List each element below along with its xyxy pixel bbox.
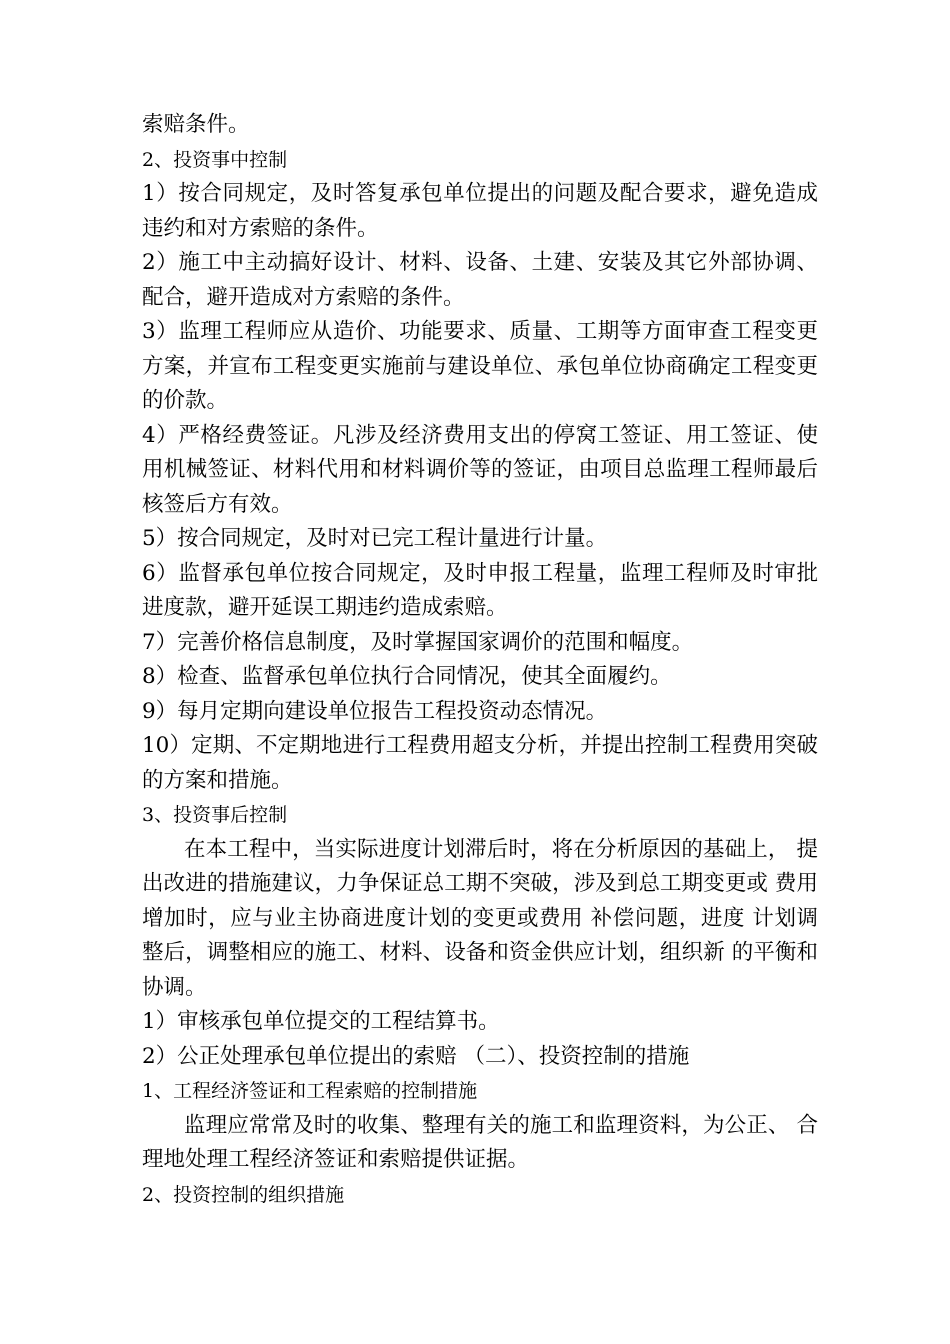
section-heading: 3、投资事后控制 [142, 804, 288, 826]
indented-paragraph: 监理应常常及时的收集、整理有关的施工和监理资料，为公正、 合理地处理工程经济签证和索赔提供证据。 [142, 1112, 818, 1172]
paragraph: 2）施工中主动搞好设计、材料、设备、土建、安装及其它外部协调、配合，避开造成对方索赔的条件。 [142, 250, 818, 310]
paragraph: 8）检查、监督承包单位执行合同情况，使其全面履约。 [142, 664, 672, 689]
paragraph: 9）每月定期向建设单位报告工程投资动态情况。 [142, 698, 608, 724]
section-heading: 2、投资控制的组织措施 [142, 1183, 345, 1206]
document-body [142, 108, 818, 1212]
paragraph: 3）监理工程师应从造价、功能要求、质量、工期等方面审查工程变更方案，并宣布工程变更实施前与建设单位、承包单位协商确定工程变更的价款。 [142, 319, 818, 413]
paragraph: 2）公正处理承包单位提出的索赔 （二）、投资控制的措施 [142, 1043, 690, 1069]
paragraph: 7）完善价格信息制度，及时掌握国家调价的范围和幅度。 [142, 629, 694, 655]
paragraph: 1）审核承包单位提交的工程结算书。 [142, 1009, 500, 1034]
paragraph: 5）按合同规定，及时对已完工程计量进行计量。 [142, 526, 608, 551]
paragraph: 索赔条件。 [142, 112, 250, 137]
section-heading: 1、工程经济签证和工程索赔的控制措施 [142, 1080, 478, 1102]
paragraph: 10）定期、不定期地进行工程费用超支分析，并提出控制工程费用突破的方案和措施。 [142, 733, 818, 793]
paragraph: 4）严格经费签证。凡涉及经济费用支出的停窝工签证、用工签证、使用机械签证、材料代用和材料调价等的签证，由项目总监理工程师最后核签后方有效。 [142, 422, 818, 517]
indented-paragraph: 在本工程中，当实际进度计划滞后时，将在分析原因的基础上， 提出改进的措施建议，力争保证总工期不突破，涉及到总工期变更或 费用增加时，应与业主协商进度计划的变更或费用 补偿问题，进度 计划调整后，调整相应的施工、材料、设备和资金供应计划，组织新 的平衡和协调。 [142, 836, 818, 1000]
paragraph: 1）按合同规定，及时答复承包单位提出的问题及配合要求，避免造成违约和对方索赔的条件。 [142, 181, 818, 241]
paragraph: 6）监督承包单位按合同规定，及时申报工程量，监理工程师及时审批进度款，避开延误工期违约造成索赔。 [142, 560, 818, 620]
section-heading: 2、投资事中控制 [142, 148, 288, 171]
